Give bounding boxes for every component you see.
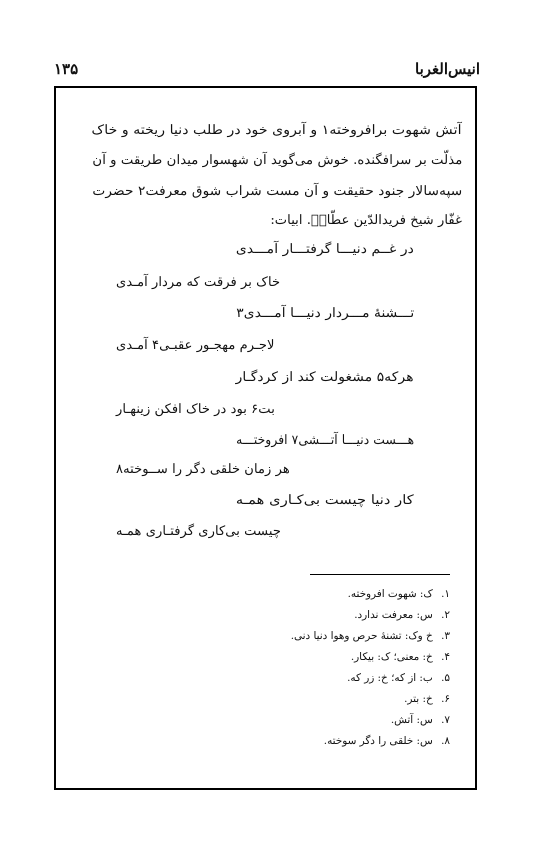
verse-line: چیست بی‌کاری گرفتـاری همـه — [116, 524, 281, 539]
running-head-title: انیس‌الغربا — [415, 60, 480, 78]
paragraph-line: سپه‌سالار جنود حقیقت و آن مست شراب شوق معرفت۲ حضرت — [92, 184, 462, 199]
footnote: ۳. خ وک: تشنهٔ حرص وهوا دنیا دنی. — [290, 630, 450, 642]
paragraph-line: غفّار شیخ فریدالدّین عطّارؒ. ابیات: — [270, 213, 462, 228]
footnote: ۸. س: خلقی را دگر سوخته. — [323, 735, 450, 747]
verse-line: هرکه۵ مشغولت کند از کردگـار — [236, 370, 414, 385]
page-number: ۱۳۵ — [54, 60, 79, 78]
footnote: ۴. خ: معنی؛ ک: بیکار. — [350, 651, 450, 663]
verse-line: خاک بر فرقت که مردار آمـدی — [116, 275, 281, 290]
verse-line: هر زمان خلقی دگر را ســوخته۸ — [116, 462, 290, 477]
footnote: ۵. ب: از که؛ خ: زر که. — [347, 672, 450, 684]
footnote: ۶. خ: بتر. — [404, 693, 450, 705]
verse-line: کار دنیا چیست بی‌کـاری همـه — [236, 493, 414, 508]
footnote: ۷. س: آتش. — [390, 714, 450, 726]
footnote-rule — [310, 574, 450, 575]
verse-line: لاجـرم مهجـور عقبـی۴ آمـدی — [116, 338, 275, 353]
verse-line: هـــست دنیـــا آتـــشی۷ افروختـــه — [236, 433, 414, 448]
footnote: ۲. س: معرفت ندارد. — [354, 609, 450, 621]
verse-line: در غــم دنیـــا گرفتـــار آمـــدی — [236, 242, 414, 257]
footnote: ۱. ک: شهوت افروخته. — [347, 588, 450, 600]
paragraph-line: مذلّت بر سرافگنده. خوش می‌گوید آن شهسوار میدان طریقت و آن — [92, 153, 462, 168]
paragraph-line: آتش شهوت برافروخته۱ و آبروی خود در طلب دنیا ریخته و خاک — [92, 123, 462, 138]
verse-line: بت۶ بود در خاک افکن زینهـار — [116, 402, 275, 417]
verse-line: تـــشنهٔ مـــردار دنیـــا آمـــدی۳ — [236, 306, 414, 321]
